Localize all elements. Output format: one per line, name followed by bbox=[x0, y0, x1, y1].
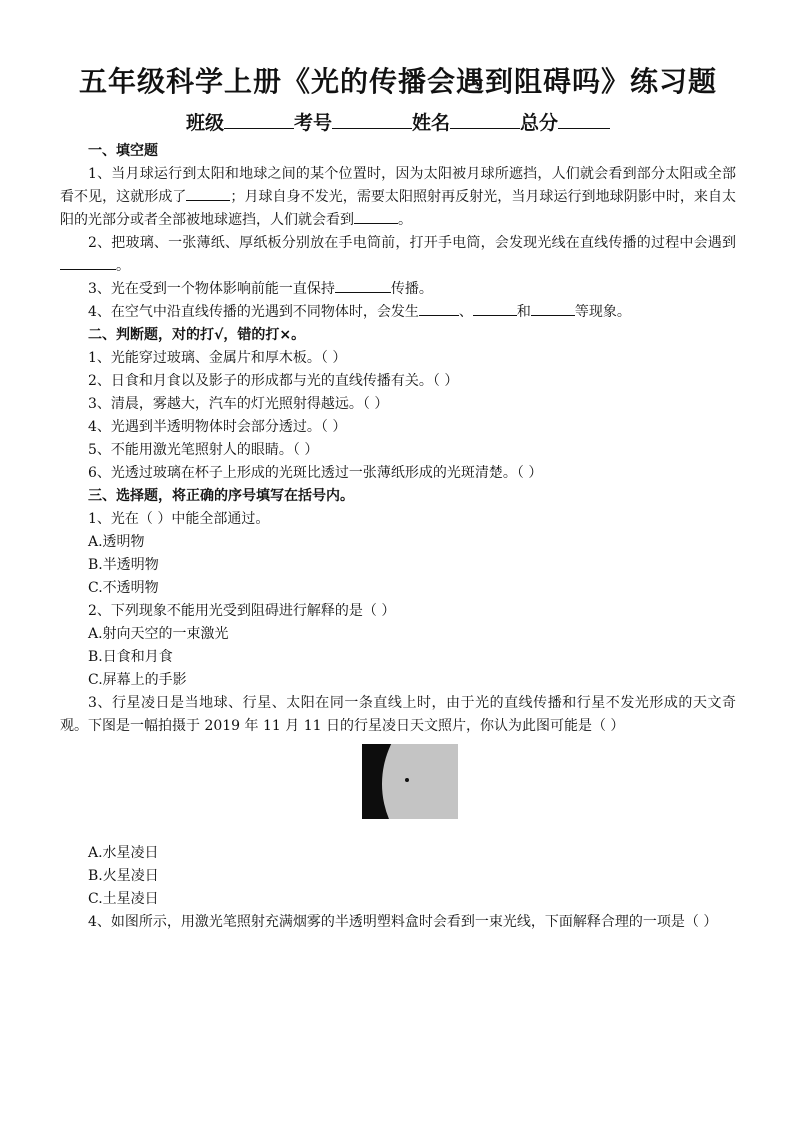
score-label: 总分 bbox=[520, 112, 559, 134]
choice-question-3: 3、行星凌日是当地球、行星、太阳在同一条直线上时，由于光的直线传播和行星不发光形成的天文奇观。下图是一幅拍摄于 2019 年 11 月 11 日的行星凌日天文照片，你认为此图可能是（ ） bbox=[60, 695, 736, 734]
choice-option: C.不透明物 bbox=[88, 580, 159, 596]
section-heading: 二、判断题，对的打√，错的打×。 bbox=[88, 327, 306, 343]
class-blank[interactable] bbox=[224, 110, 294, 129]
sun-disk bbox=[382, 744, 458, 819]
fill-question-1: 1、当月球运行到太阳和地球之间的某个位置时，因为太阳被月球所遮挡，人们就会看到部分太阳或全部看不见，这就形成了 ；月球自身不发光，需要太阳照射再反射光，当月球运行到地球阴影中时，来自太阳的光部分或者全部被地球遮挡，人们就会看到 。 bbox=[60, 166, 737, 228]
choice-option: C.土星凌日 bbox=[88, 891, 159, 907]
choice-option: B.日食和月食 bbox=[88, 649, 173, 665]
judge-question: 4、光遇到半透明物体时会部分透过。（ ） bbox=[88, 419, 347, 435]
answer-blank[interactable] bbox=[335, 278, 391, 293]
fill-question-3: 3、光在受到一个物体影响前能一直保持 传播。 bbox=[60, 278, 736, 301]
page-title: 五年级科学上册《光的传播会遇到阻碍吗》练习题 bbox=[78, 65, 717, 98]
judge-question: 6、光透过玻璃在杯子上形成的光斑比透过一张薄纸形成的光斑清楚。（ ） bbox=[88, 465, 543, 481]
fill-question-2: 2、把玻璃、一张薄纸、厚纸板分别放在手电筒前，打开手电筒，会发现光线在直线传播的过程中会遇到。 bbox=[60, 232, 736, 278]
answer-blank[interactable] bbox=[473, 301, 517, 316]
planet-transit-photo bbox=[362, 744, 458, 819]
judge-question: 3、清晨，雾越大，汽车的灯光照射得越远。（ ） bbox=[88, 396, 389, 412]
choice-option: A.透明物 bbox=[88, 534, 145, 550]
section-heading: 一、填空题 bbox=[88, 143, 158, 159]
choice-question-4: 4、如图所示，用激光笔照射充满烟雾的半透明塑料盒时会看到一束光线，下面解释合理的一项是（ ） bbox=[88, 914, 718, 930]
worksheet-content bbox=[60, 140, 736, 934]
number-label: 考号 bbox=[293, 112, 332, 134]
choice-option: B.火星凌日 bbox=[88, 868, 159, 884]
judge-question: 2、日食和月食以及影子的形成都与光的直线传播有关。（ ） bbox=[88, 373, 459, 389]
name-label: 姓名 bbox=[412, 112, 451, 134]
answer-blank[interactable] bbox=[531, 301, 575, 316]
worksheet-page bbox=[60, 0, 736, 934]
score-blank[interactable] bbox=[558, 110, 610, 129]
planet-dot bbox=[405, 778, 409, 782]
fill-question-4: 4、在空气中沿直线传播的光遇到不同物体时，会发生 、 和 等现象。 bbox=[60, 301, 736, 324]
judge-question: 5、不能用激光笔照射人的眼睛。（ ） bbox=[88, 442, 319, 458]
choice-option: B.半透明物 bbox=[88, 557, 159, 573]
answer-blank[interactable] bbox=[60, 255, 116, 270]
choice-question-1: 1、光在（ ）中能全部通过。 bbox=[88, 511, 270, 527]
choice-question-2: 2、下列现象不能用光受到阻碍进行解释的是（ ） bbox=[88, 603, 396, 619]
answer-blank[interactable] bbox=[419, 301, 459, 316]
choice-option: A.射向天空的一束激光 bbox=[88, 626, 229, 642]
student-info-line bbox=[60, 110, 736, 136]
choice-option: A.水星凌日 bbox=[88, 845, 159, 861]
judge-question: 1、光能穿过玻璃、金属片和厚木板。（ ） bbox=[88, 350, 347, 366]
number-blank[interactable] bbox=[332, 110, 412, 129]
answer-blank[interactable] bbox=[354, 209, 398, 224]
transit-photo-area bbox=[60, 744, 736, 834]
section-heading: 三、选择题，将正确的序号填写在括号内。 bbox=[88, 488, 354, 504]
choice-option: C.屏幕上的手影 bbox=[88, 672, 187, 688]
name-blank[interactable] bbox=[450, 110, 520, 129]
answer-blank[interactable] bbox=[186, 186, 230, 201]
class-label: 班级 bbox=[185, 112, 224, 134]
